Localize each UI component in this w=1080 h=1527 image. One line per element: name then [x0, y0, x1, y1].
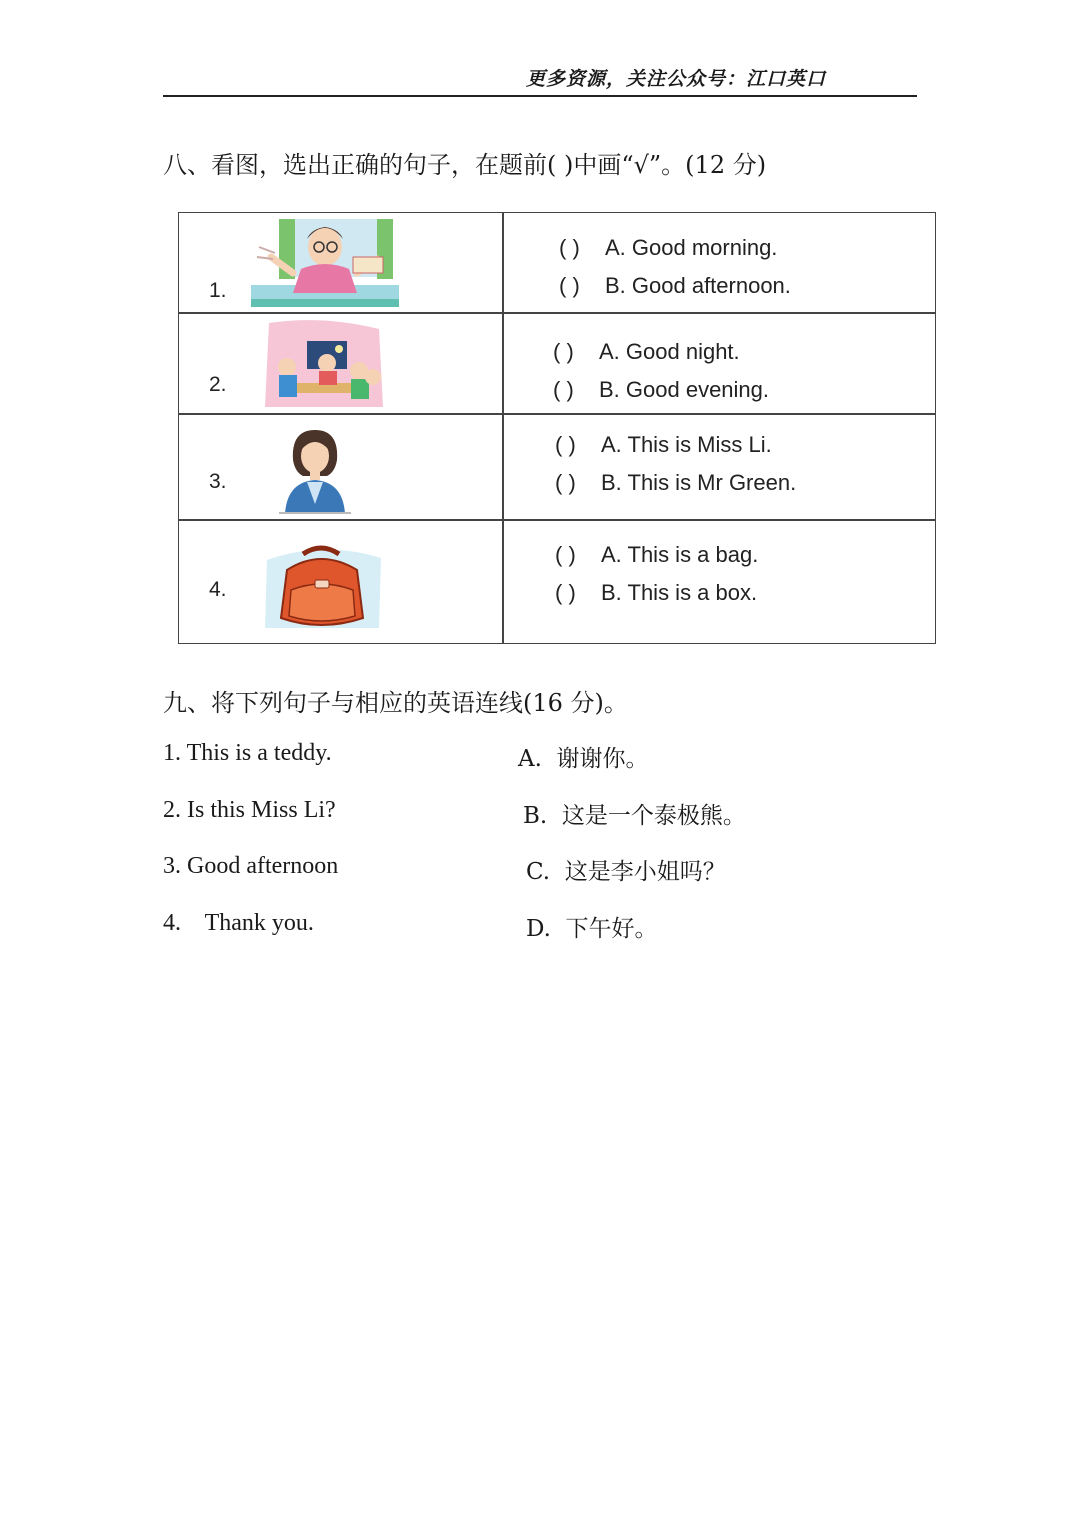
option-b-text: B. This is a box.	[601, 580, 758, 605]
option-b[interactable]	[555, 580, 757, 606]
match-right-c[interactable]: C. 这是李小姐吗？	[526, 859, 726, 885]
picture-choice-table	[178, 212, 936, 644]
table-row	[179, 414, 935, 519]
match-left-2[interactable]: 2. Is this Miss Li?	[163, 797, 336, 823]
question-number: 4.	[209, 578, 227, 601]
option-a-text: A. This is Miss Li.	[601, 432, 772, 457]
option-a-text: A. Good morning.	[605, 235, 778, 260]
orange-backpack-icon	[263, 540, 383, 630]
option-a-text: A. Good night.	[599, 339, 740, 364]
section9-title: 九、将下列句子与相应的英语连线(16 分)。	[163, 689, 628, 717]
option-a[interactable]	[553, 339, 740, 365]
option-b[interactable]	[553, 377, 769, 403]
option-b-text: B. Good afternoon.	[605, 273, 791, 298]
question-number: 1.	[209, 279, 227, 302]
answer-paren[interactable]: ( )	[555, 542, 576, 567]
option-a[interactable]	[555, 432, 772, 458]
table-row	[179, 313, 935, 413]
option-b[interactable]	[559, 273, 791, 299]
teacher-at-window-icon	[249, 217, 401, 309]
answer-paren[interactable]: ( )	[559, 273, 580, 298]
match-left-4[interactable]: 4. Thank you.	[163, 910, 314, 936]
option-a[interactable]	[555, 542, 758, 568]
match-left-1[interactable]: 1. This is a teddy.	[163, 740, 332, 766]
question-number: 2.	[209, 373, 227, 396]
family-dinner-icon	[259, 319, 387, 409]
answer-paren[interactable]: ( )	[555, 580, 576, 605]
option-a-text: A. This is a bag.	[601, 542, 759, 567]
option-b-text: B. This is Mr Green.	[601, 470, 797, 495]
header-text: 更多资源，关注公众号：江口英口	[526, 68, 827, 90]
answer-paren[interactable]: ( )	[555, 470, 576, 495]
match-right-a[interactable]: A. 谢谢你。	[518, 746, 649, 772]
woman-portrait-icon	[279, 426, 351, 514]
table-row	[179, 520, 935, 644]
answer-paren[interactable]: ( )	[553, 377, 574, 402]
header-rule	[163, 95, 917, 97]
answer-paren[interactable]: ( )	[555, 432, 576, 457]
match-right-b[interactable]: B. 这是一个泰极熊。	[523, 803, 746, 829]
option-a[interactable]	[559, 235, 777, 261]
answer-paren[interactable]: ( )	[553, 339, 574, 364]
table-row	[179, 213, 935, 312]
answer-paren[interactable]: ( )	[559, 235, 580, 260]
option-b-text: B. Good evening.	[599, 377, 770, 402]
match-left-3[interactable]: 3. Good afternoon	[163, 853, 339, 879]
option-b[interactable]	[555, 470, 796, 496]
section8-title: 八、看图，选出正确的句子，在题前( )中画“√”。(12 分)	[163, 151, 767, 179]
question-number: 3.	[209, 470, 227, 493]
match-right-d[interactable]: D. 下午好。	[526, 916, 658, 942]
